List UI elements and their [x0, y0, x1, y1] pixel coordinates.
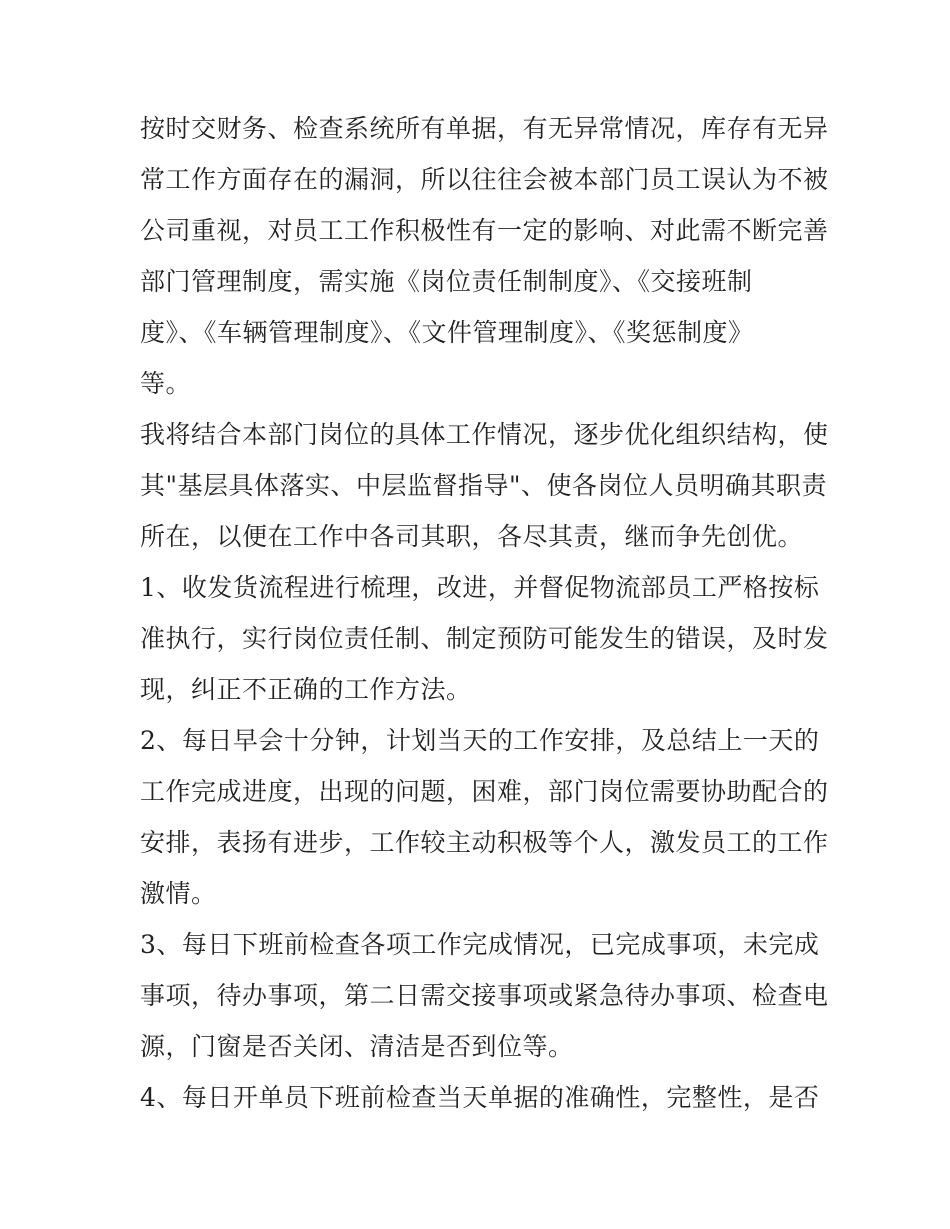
text-line: 我将结合本部门岗位的具体工作情况，逐步优化组织结构，使 [140, 420, 829, 449]
text-line: 工作完成进度，出现的问题，困难，部门岗位需要协助配合的 [140, 777, 829, 806]
text-line: 所在，以便在工作中各司其职，各尽其责，继而争先创优。 [140, 522, 804, 551]
text-line: 准执行，实行岗位责任制、制定预防可能发生的错误，及时发 [140, 624, 829, 653]
list-item-4-line: 4、每日开单员下班前检查当天单据的准确性，完整性，是否 [140, 1083, 820, 1112]
text-line: 安排，表扬有进步，工作较主动积极等个人，激发员工的工作 [140, 828, 829, 857]
text-line: 公司重视，对员工工作积极性有一定的影响、对此需不断完善 [140, 216, 829, 245]
text-line: 现，纠正不正确的工作方法。 [140, 675, 472, 704]
text-line: 其"基层具体落实、中层监督指导"、使各岗位人员明确其职责 [140, 471, 828, 500]
text-line: 激情。 [140, 879, 217, 908]
text-line: 等。 [140, 369, 192, 398]
text-line: 事项，待办事项，第二日需交接事项或紧急待办事项、检查电 [140, 981, 829, 1010]
list-item-2-line: 2、每日早会十分钟，计划当天的工作安排，及总结上一天的 [140, 726, 820, 755]
text-line: 常工作方面存在的漏洞，所以往往会被本部门员工误认为不被 [140, 165, 829, 194]
text-line: 度》、《车辆管理制度》、《文件管理制度》、《奖惩制度》 [140, 318, 754, 347]
text-line: 部门管理制度，需实施《岗位责任制制度》、《交接班制 [140, 267, 753, 296]
text-line: 按时交财务、检查系统所有单据，有无异常情况，库存有无异 [140, 114, 829, 143]
list-item-3-line: 3、每日下班前检查各项工作完成情况，已完成事项，未完成 [140, 930, 820, 959]
text-line: 源，门窗是否关闭、清洁是否到位等。 [140, 1032, 574, 1061]
list-item-1-line: 1、收发货流程进行梳理，改进，并督促物流部员工严格按标 [140, 573, 820, 602]
